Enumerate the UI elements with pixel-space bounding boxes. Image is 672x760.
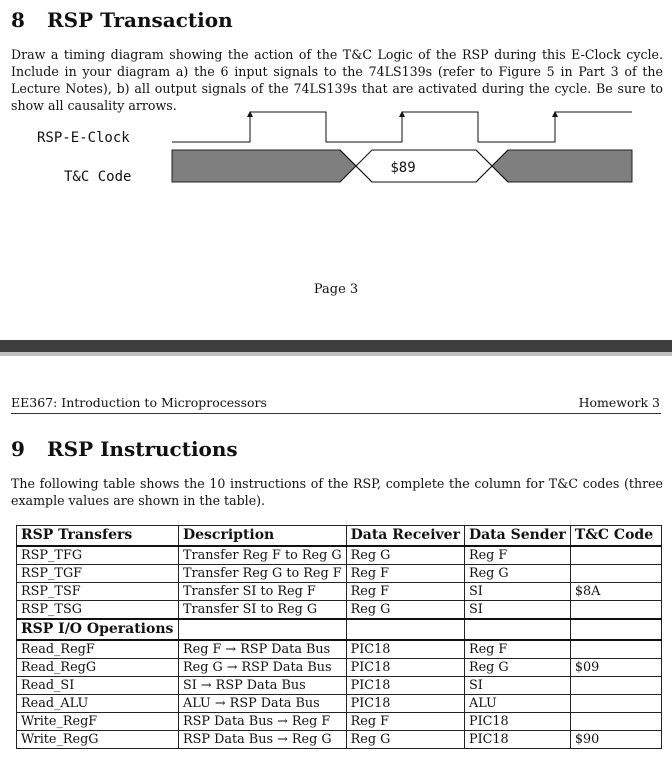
- cell: RSP_TSF: [17, 583, 179, 601]
- cell: Reg G: [346, 601, 464, 620]
- tc-code-signal-label: T&C Code: [64, 169, 132, 185]
- table-row: [17, 677, 662, 695]
- bus-valid-region: [340, 150, 508, 182]
- tc-code-value: $89: [390, 160, 416, 176]
- cell: Read_RegG: [17, 659, 179, 677]
- cell: PIC18: [464, 713, 570, 731]
- clock-signal-label: RSP-E-Clock: [37, 130, 130, 146]
- cell: Reg F: [464, 546, 570, 565]
- tc-code-cell: [570, 640, 661, 659]
- cell: RSP_TFG: [17, 546, 179, 565]
- cell: ALU: [464, 695, 570, 713]
- section-8-number: 8: [11, 8, 25, 32]
- section-8-title: RSP Transaction: [47, 8, 233, 32]
- cell: Transfer SI to Reg G: [179, 601, 347, 620]
- cell: PIC18: [346, 695, 464, 713]
- cell: Write_RegG: [17, 731, 179, 749]
- header-tc-code: T&C Code: [570, 526, 661, 547]
- tc-code-cell: [570, 601, 661, 620]
- io-group-label: RSP I/O Operations: [17, 619, 179, 640]
- cell: SI: [464, 583, 570, 601]
- tc-code-cell: $90: [570, 731, 661, 749]
- cell: Read_SI: [17, 677, 179, 695]
- bus-invalid-after: [492, 150, 632, 182]
- cell: PIC18: [346, 677, 464, 695]
- cell: Reg F: [346, 583, 464, 601]
- table-row: [17, 713, 662, 731]
- cell: Transfer Reg F to Reg G: [179, 546, 347, 565]
- table-row: [17, 583, 662, 601]
- cell: Write_RegF: [17, 713, 179, 731]
- cell: Reg F: [346, 713, 464, 731]
- cell: ALU → RSP Data Bus: [179, 695, 347, 713]
- section-9-paragraph: The following table shows the 10 instructions of the RSP, complete the column for T&C codes (three example values are shown in the table).: [11, 476, 663, 508]
- table-group-row: [17, 619, 662, 640]
- page-break-bar: [0, 340, 672, 352]
- cell: Read_RegF: [17, 640, 179, 659]
- cell: [464, 619, 570, 640]
- section-9-heading: [11, 437, 238, 461]
- cell: Reg G: [464, 659, 570, 677]
- cell: PIC18: [346, 659, 464, 677]
- cell: SI: [464, 601, 570, 620]
- cell: Reg F → RSP Data Bus: [179, 640, 347, 659]
- section-9-title: RSP Instructions: [47, 437, 238, 461]
- cell: Reg F: [346, 565, 464, 583]
- bus-invalid-before: [172, 150, 356, 182]
- cell: Reg G → RSP Data Bus: [179, 659, 347, 677]
- assignment-title: Homework 3: [578, 395, 660, 410]
- table-row: [17, 659, 662, 677]
- page-break-shadow: [0, 352, 672, 356]
- table-row: [17, 695, 662, 713]
- header-description: Description: [179, 526, 347, 547]
- course-title: EE367: Introduction to Microprocessors: [11, 395, 267, 410]
- table-header-row: [17, 526, 662, 547]
- tc-code-cell: $09: [570, 659, 661, 677]
- cell: [346, 619, 464, 640]
- table-row: [17, 640, 662, 659]
- tc-code-cell: [570, 713, 661, 731]
- cell: Reg G: [464, 565, 570, 583]
- table-row: [17, 565, 662, 583]
- cell: Reg G: [346, 546, 464, 565]
- cell: SI → RSP Data Bus: [179, 677, 347, 695]
- cell: PIC18: [464, 731, 570, 749]
- page-number: Page 3: [313, 282, 359, 297]
- instructions-table: [16, 525, 662, 749]
- cell: SI: [464, 677, 570, 695]
- section-8-heading: [11, 8, 233, 32]
- cell: Transfer Reg G to Reg F: [179, 565, 347, 583]
- tc-code-cell: [570, 546, 661, 565]
- cell: RSP_TSG: [17, 601, 179, 620]
- cell: [570, 619, 661, 640]
- cell: PIC18: [346, 640, 464, 659]
- timing-diagram: [0, 100, 672, 190]
- header-rsp-transfers: RSP Transfers: [17, 526, 179, 547]
- cell: Transfer SI to Reg F: [179, 583, 347, 601]
- header-rule: [11, 413, 661, 414]
- cell: Read_ALU: [17, 695, 179, 713]
- cell: RSP Data Bus → Reg F: [179, 713, 347, 731]
- header-data-receiver: Data Receiver: [346, 526, 464, 547]
- tc-code-cell: [570, 677, 661, 695]
- tc-code-cell: [570, 565, 661, 583]
- cell: [179, 619, 347, 640]
- section-9-number: 9: [11, 437, 25, 461]
- section-8-paragraph: Draw a timing diagram showing the action of the T&C Logic of the RSP during this E-Clock cycle. Include in your diagram a) the 6 input signals to the 74LS139s (refer to Figure 5 in Part 3 of the Lecture Notes), b) all output signals of the 74LS139s that are activated during the cycle. Be sure to show all causality arrows.: [11, 47, 663, 113]
- table-row: [17, 546, 662, 565]
- cell: Reg G: [346, 731, 464, 749]
- table-row: [17, 601, 662, 620]
- cell: Reg F: [464, 640, 570, 659]
- tc-code-cell: $8A: [570, 583, 661, 601]
- table-row: [17, 731, 662, 749]
- cell: RSP Data Bus → Reg G: [179, 731, 347, 749]
- tc-code-cell: [570, 695, 661, 713]
- cell: RSP_TGF: [17, 565, 179, 583]
- header-data-sender: Data Sender: [464, 526, 570, 547]
